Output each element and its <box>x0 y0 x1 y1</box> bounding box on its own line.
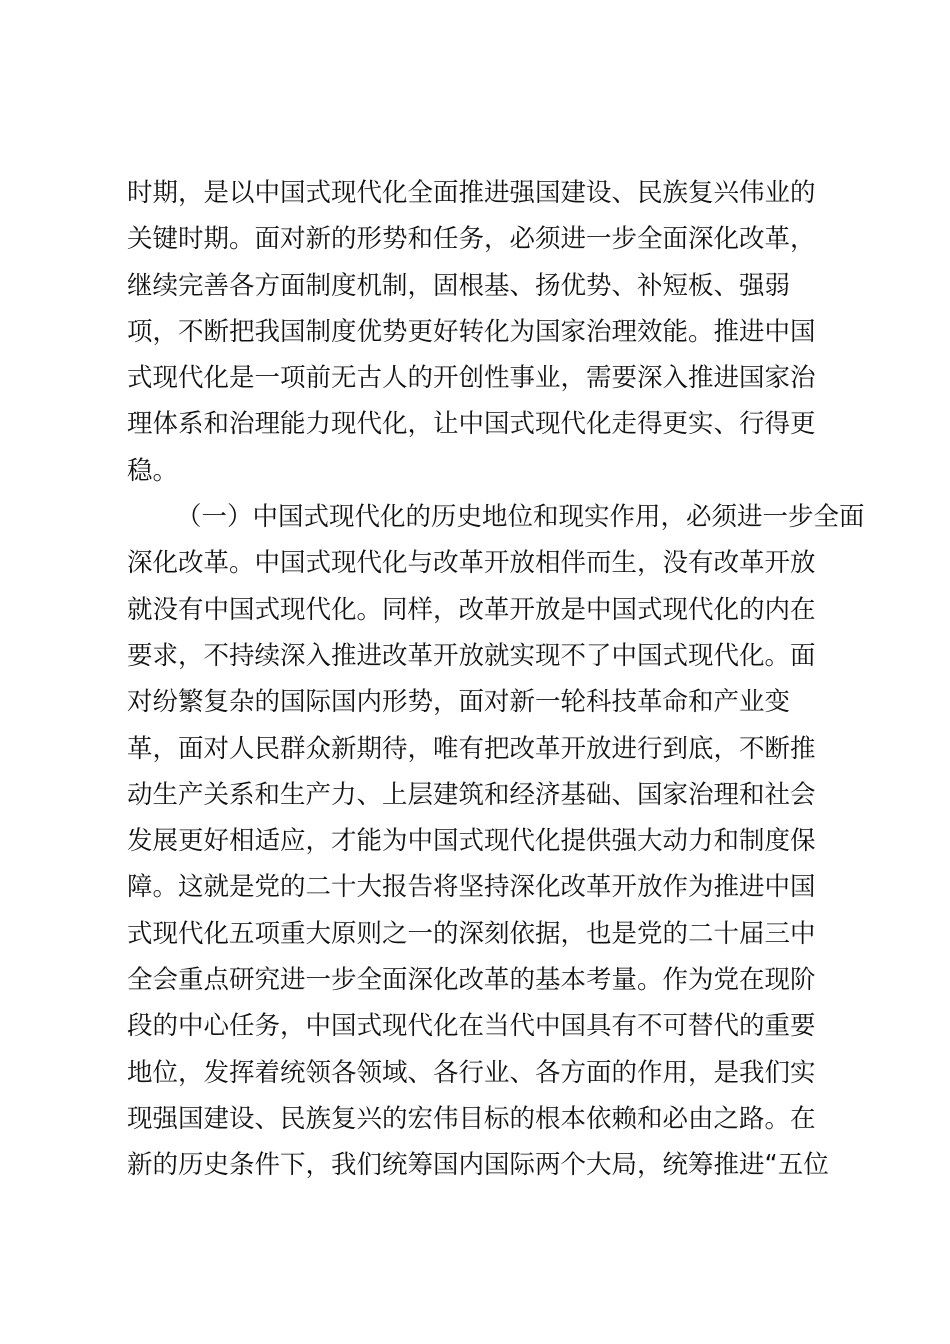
text-line: 现强国建设、民族复兴的宏伟目标的根本依赖和必由之路。在 <box>127 1103 816 1134</box>
text-line: 发展更好相适应，才能为中国式现代化提供强大动力和制度保 <box>127 826 816 857</box>
text-line: 继续完善各方面制度机制，固根基、扬优势、补短板、强弱 <box>127 270 791 301</box>
text-line: 关键时期。面对新的形势和任务，必须进一步全面深化改革， <box>127 224 816 255</box>
text-line: 段的中心任务，中国式现代化在当代中国具有不可替代的重要 <box>127 1011 816 1042</box>
text-line: 稳。 <box>127 455 179 486</box>
text-line: 新的历史条件下，我们统筹国内国际两个大局，统筹推进“五位 <box>127 1150 829 1181</box>
text-line: 式现代化五项重大原则之一的深刻依据，也是党的二十届三中 <box>127 918 816 949</box>
text-line: 全会重点研究进一步全面深化改革的基本考量。作为党在现阶 <box>127 965 816 996</box>
text-line: 动生产关系和生产力、上层建筑和经济基础、国家治理和社会 <box>127 779 816 810</box>
text-line: 革，面对人民群众新期待，唯有把改革开放进行到底，不断推 <box>127 733 816 764</box>
text-line: 式现代化是一项前无古人的开创性事业，需要深入推进国家治 <box>127 363 816 394</box>
text-line: 要求，不持续深入推进改革开放就实现不了中国式现代化。面 <box>127 640 816 671</box>
text-line: 项，不断把我国制度优势更好转化为国家治理效能。推进中国 <box>127 316 816 347</box>
text-line: 时期，是以中国式现代化全面推进强国建设、民族复兴伟业的 <box>127 178 816 208</box>
text-line: 深化改革。中国式现代化与改革开放相伴而生，没有改革开放 <box>127 548 816 579</box>
text-line: 地位，发挥着统领各领域、各行业、各方面的作用，是我们实 <box>127 1057 816 1088</box>
text-line: 障。这就是党的二十大报告将坚持深化改革开放作为推进中国 <box>127 872 816 903</box>
section-heading-line: （一）中国式现代化的历史地位和现实作用，必须进一步全面 <box>176 502 865 533</box>
body-text <box>127 170 865 1189</box>
text-line: 对纷繁复杂的国际国内形势，面对新一轮科技革命和产业变 <box>127 687 791 718</box>
text-line: 就没有中国式现代化。同样，改革开放是中国式现代化的内在 <box>127 594 816 625</box>
text-line: 理体系和治理能力现代化，让中国式现代化走得更实、行得更 <box>127 409 816 440</box>
